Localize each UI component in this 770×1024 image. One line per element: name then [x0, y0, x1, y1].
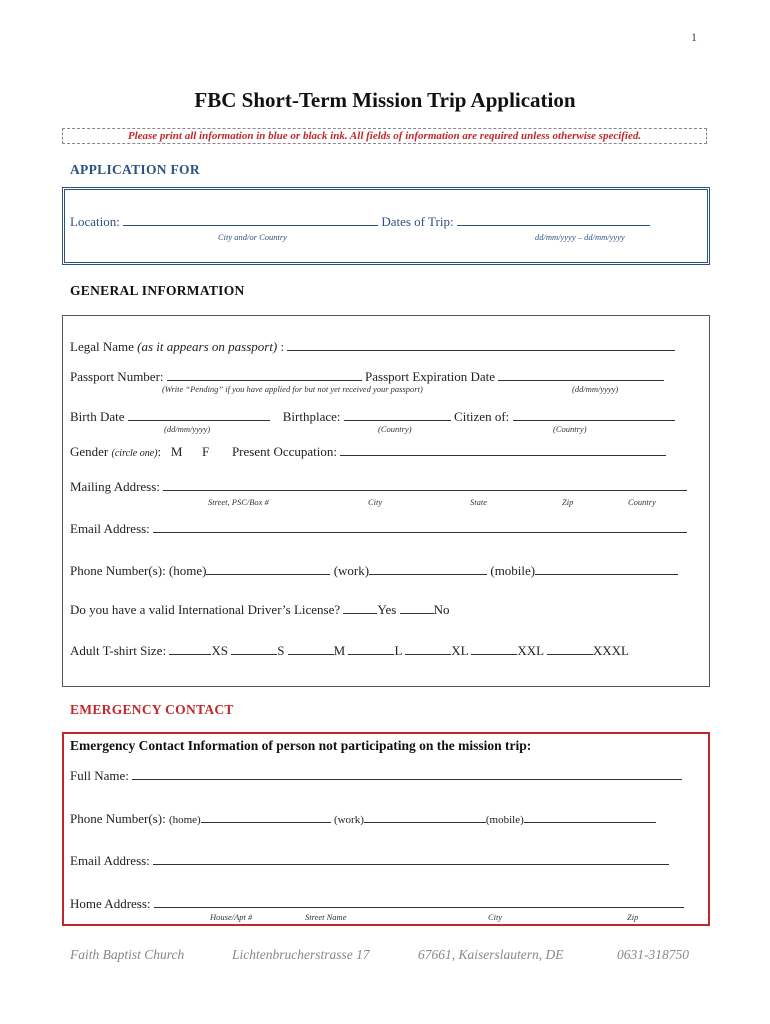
phone-home-label: Phone Number(s): (home): [70, 563, 207, 578]
mailing-row: [70, 478, 687, 495]
license-no-field[interactable]: [400, 601, 434, 614]
birthplace-label: Birthplace:: [282, 409, 341, 424]
emergency-hint-street: Street Name: [305, 912, 347, 922]
emergency-email-field[interactable]: [153, 852, 669, 865]
gender-hint: (circle one): [111, 448, 158, 459]
emergency-phone-label: Phone Number(s):: [70, 811, 166, 826]
mailing-hint-city: City: [368, 497, 383, 507]
gender-label: Gender: [70, 444, 109, 459]
citizen-field[interactable]: [513, 408, 675, 421]
license-row: [70, 601, 449, 618]
passport-expiration-field[interactable]: [498, 368, 664, 381]
legal-name-field[interactable]: [287, 338, 675, 351]
passport-expiration-hint: (dd/mm/yyyy): [572, 384, 619, 394]
email-field[interactable]: [153, 520, 687, 533]
dates-label: Dates of Trip:: [381, 214, 454, 229]
page-number: 1: [691, 30, 697, 44]
tshirt-size-xxxl: XXXL: [592, 643, 629, 658]
tshirt-xl-field[interactable]: [405, 642, 451, 655]
footer-city: 67661, Kaiserslautern, DE: [418, 947, 564, 962]
tshirt-size-xs: XS: [211, 643, 228, 658]
emergency-hint-city: City: [488, 912, 503, 922]
emergency-box-title: Emergency Contact Information of person not participating on the mission trip:: [70, 738, 532, 753]
gender-option-m[interactable]: M: [170, 444, 183, 459]
emergency-hint-house: House/Apt #: [210, 912, 253, 922]
tshirt-xxl-field[interactable]: [471, 642, 517, 655]
tshirt-xs-field[interactable]: [169, 642, 211, 655]
passport-number-hint: (Write “Pending” if you have applied for but not yet received your passport): [162, 384, 423, 394]
tshirt-l-field[interactable]: [348, 642, 394, 655]
phone-row: [70, 562, 678, 579]
instructions-banner: Please print all information in blue or black ink. All fields of information are required unless otherwise specified.: [62, 128, 707, 144]
passport-number-label: Passport Number:: [70, 369, 164, 384]
mailing-hint-state: State: [470, 497, 487, 507]
occupation-label: Present Occupation:: [231, 444, 337, 459]
mailing-address-field[interactable]: [163, 478, 687, 491]
location-field[interactable]: [123, 213, 378, 226]
mailing-hint-zip: Zip: [562, 497, 574, 507]
legal-name-row: [70, 338, 675, 355]
emergency-email-row: [70, 852, 669, 869]
footer-street: Lichtenbrucherstrasse 17: [232, 947, 370, 962]
license-yes-label: Yes: [377, 602, 397, 617]
emergency-phone-home-label: (home): [168, 814, 201, 826]
tshirt-size-m: M: [333, 643, 346, 658]
tshirt-row: [70, 642, 629, 659]
emergency-phone-mobile-field[interactable]: [524, 810, 656, 823]
license-no-label: No: [433, 602, 450, 617]
birth-row: [70, 408, 675, 425]
tshirt-s-field[interactable]: [231, 642, 277, 655]
phone-work-label: (work): [333, 563, 370, 578]
mailing-hint-country: Country: [628, 497, 656, 507]
location-label: Location:: [70, 214, 120, 229]
emergency-phone-home-field[interactable]: [201, 810, 331, 823]
tshirt-size-s: S: [277, 643, 285, 658]
citizen-label: Citizen of:: [454, 409, 510, 424]
emergency-name-row: [70, 767, 682, 784]
birthplace-hint: (Country): [378, 424, 412, 434]
passport-expiration-label: Passport Expiration Date: [365, 369, 496, 384]
footer-org-name: Faith Baptist Church: [70, 947, 185, 962]
emergency-address-row: [70, 895, 684, 912]
mailing-address-label: Mailing Address:: [70, 479, 160, 494]
license-question: Do you have a valid International Driver’s License?: [70, 602, 341, 617]
phone-mobile-label: (mobile): [490, 563, 536, 578]
location-row: [70, 213, 650, 230]
footer-phone: 0631-318750: [617, 947, 689, 962]
tshirt-m-field[interactable]: [288, 642, 334, 655]
mailing-hint-street: Street, PSC/Box #: [208, 497, 269, 507]
dates-hint: dd/mm/yyyy – dd/mm/yyyy: [535, 232, 625, 242]
passport-row: [70, 368, 664, 385]
email-row: [70, 520, 687, 537]
license-yes-field[interactable]: [343, 601, 377, 614]
legal-name-colon: :: [280, 339, 285, 354]
passport-number-field[interactable]: [167, 368, 362, 381]
email-label: Email Address:: [70, 521, 150, 536]
section-heading-general-information: GENERAL INFORMATION: [70, 283, 245, 298]
dates-field[interactable]: [457, 213, 650, 226]
emergency-phone-work-label: (work): [333, 814, 364, 826]
occupation-field[interactable]: [340, 443, 666, 456]
phone-work-field[interactable]: [369, 562, 487, 575]
emergency-email-label: Email Address:: [70, 853, 150, 868]
tshirt-xxxl-field[interactable]: [547, 642, 593, 655]
emergency-full-name-field[interactable]: [132, 767, 682, 780]
section-heading-application-for: APPLICATION FOR: [70, 162, 200, 177]
emergency-full-name-label: Full Name:: [70, 768, 129, 783]
citizen-hint: (Country): [553, 424, 587, 434]
birthplace-field[interactable]: [344, 408, 451, 421]
emergency-phone-mobile-label: (mobile): [485, 814, 524, 826]
tshirt-label: Adult T-shirt Size:: [70, 643, 167, 658]
tshirt-size-xxl: XXL: [517, 643, 544, 658]
location-hint: City and/or Country: [218, 232, 287, 242]
emergency-home-address-field[interactable]: [154, 895, 684, 908]
legal-name-hint: (as it appears on passport): [137, 339, 278, 354]
tshirt-size-l: L: [394, 643, 402, 658]
emergency-phone-row: [70, 810, 656, 827]
phone-mobile-field[interactable]: [535, 562, 678, 575]
birth-date-hint: (dd/mm/yyyy): [164, 424, 211, 434]
emergency-hint-zip: Zip: [627, 912, 639, 922]
gender-option-f[interactable]: F: [201, 444, 210, 459]
gender-colon: :: [157, 444, 162, 459]
legal-name-label: Legal Name: [70, 339, 134, 354]
section-heading-emergency-contact: EMERGENCY CONTACT: [70, 702, 234, 717]
emergency-phone-work-field[interactable]: [364, 810, 486, 823]
gender-row: [70, 443, 666, 460]
emergency-home-address-label: Home Address:: [70, 896, 151, 911]
tshirt-size-xl: XL: [451, 643, 469, 658]
phone-home-field[interactable]: [206, 562, 330, 575]
birth-date-field[interactable]: [128, 408, 270, 421]
form-title: FBC Short-Term Mission Trip Application: [194, 88, 576, 112]
birth-date-label: Birth Date: [70, 409, 125, 424]
